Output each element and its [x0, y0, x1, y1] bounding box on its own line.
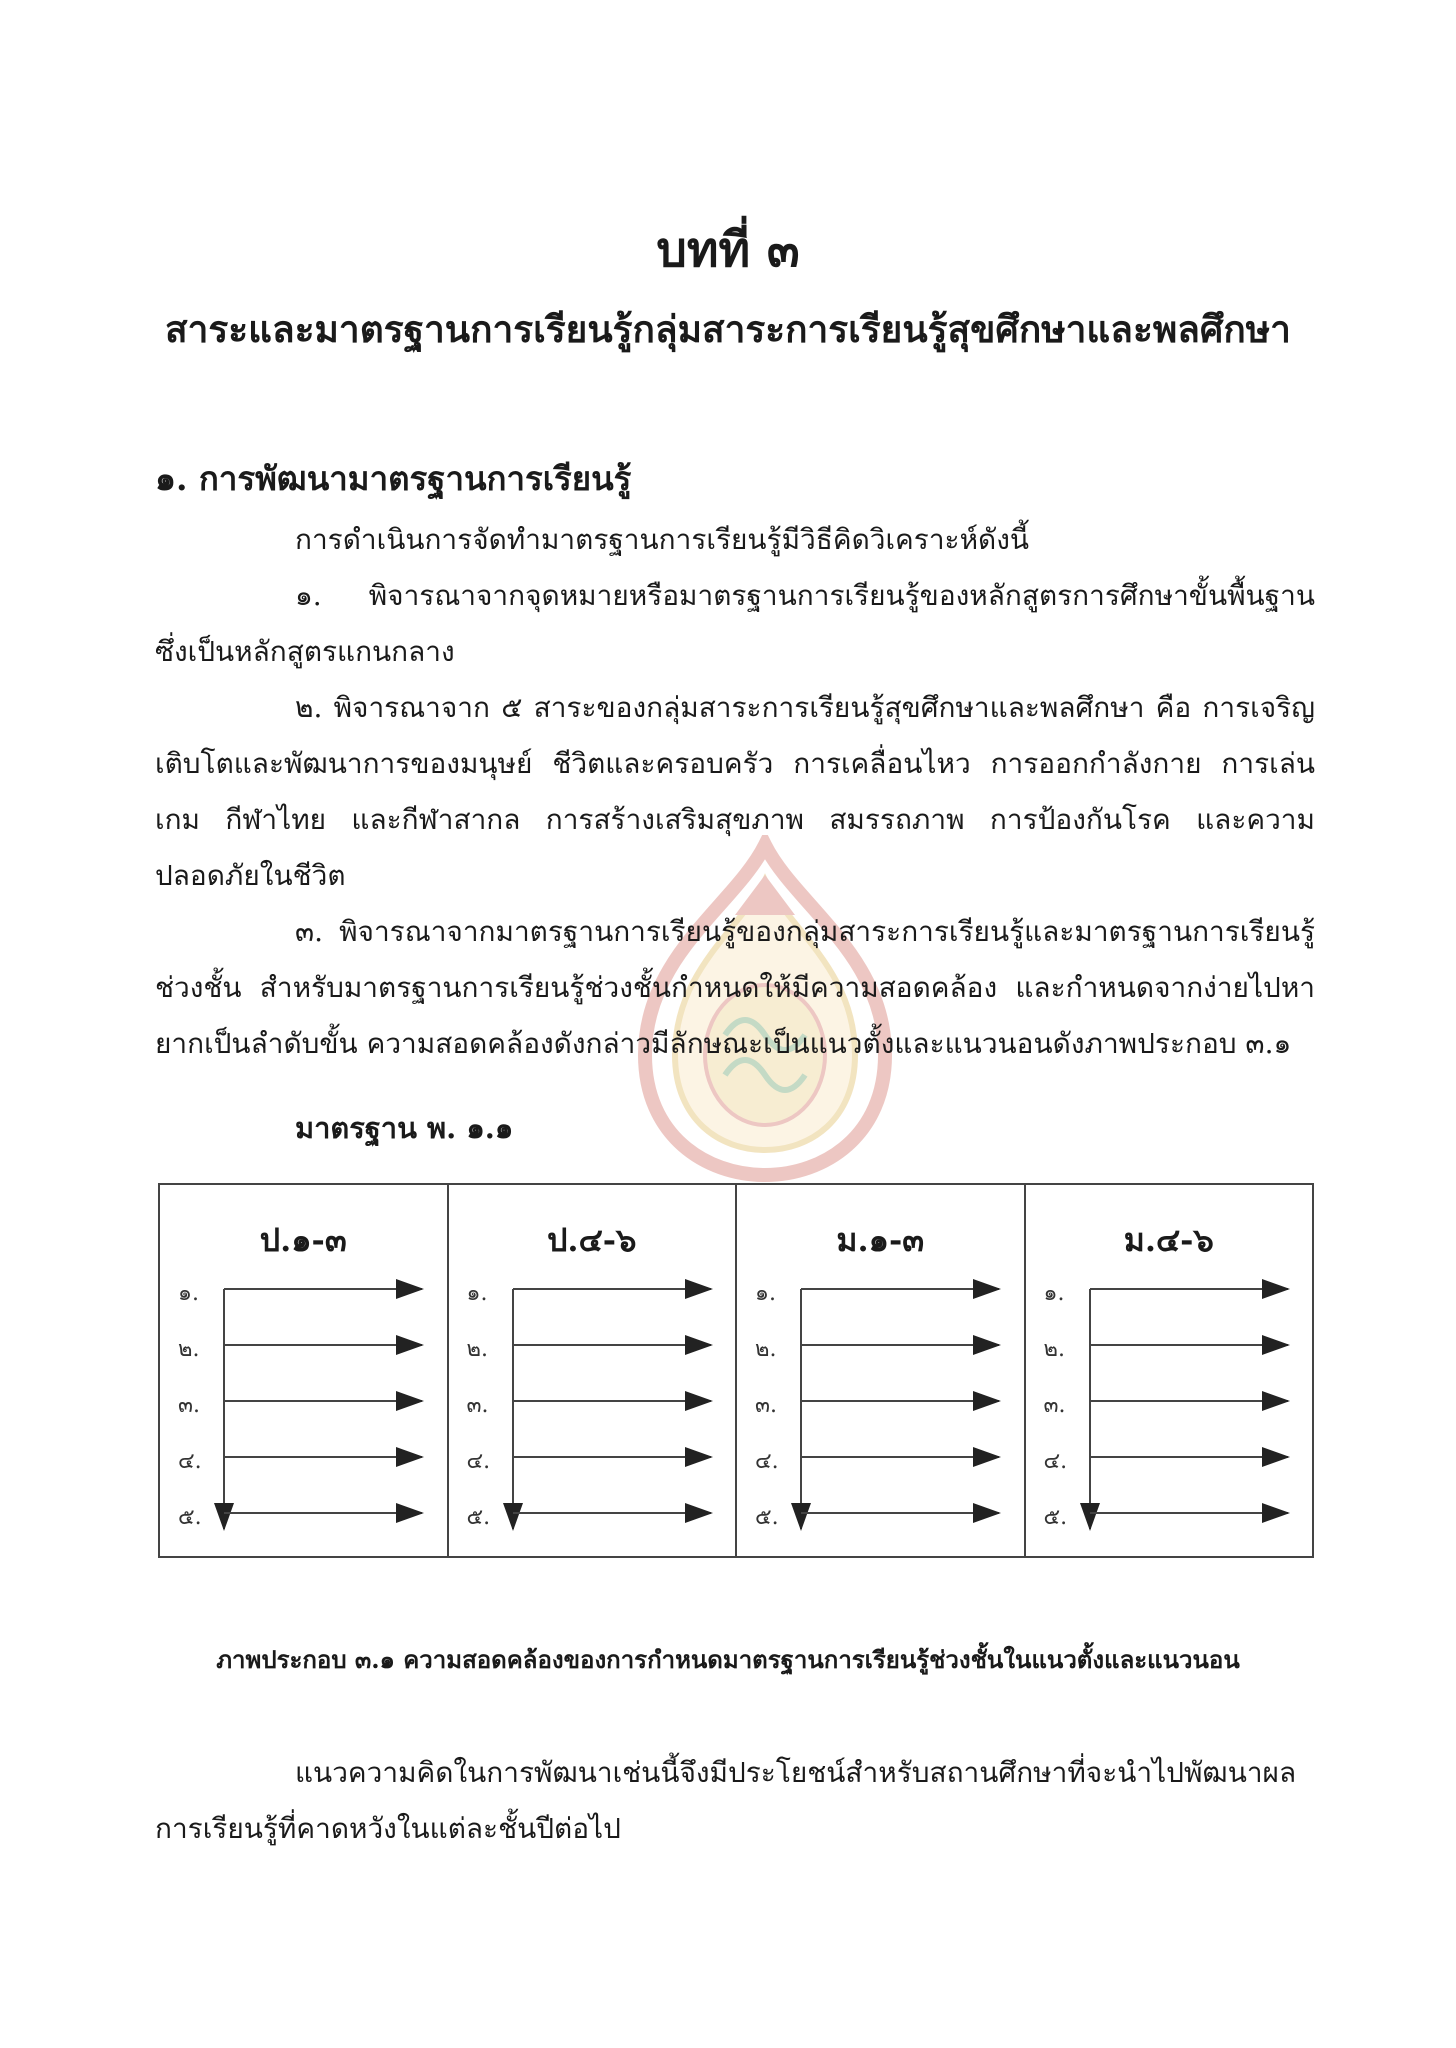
column-heading: ป.๔-๖	[547, 1221, 637, 1259]
grade-column	[449, 1185, 738, 1556]
arrows-graphic	[160, 1185, 448, 1556]
subject-title: สาระและมาตรฐานการเรียนรู้กลุ่มสาระการเรียนรู้สุขศึกษาและพลศึกษา	[165, 307, 1291, 351]
item-label: ๓.	[178, 1393, 201, 1418]
item-label: ๕.	[466, 1505, 491, 1530]
item-label: ๔.	[755, 1449, 779, 1474]
point-3-paragraph: ๓. พิจารณาจากมาตรฐานการเรียนรู้ของกลุ่มสาระการเรียนรู้และมาตรฐานการเรียนรู้ช่วงชั้น สำหรับมาตรฐานการเรียนรู้ช่วงชั้นกำหนดให้มีความสอดคล้อง และกำหนดจากง่ายไปหายากเป็นลำดับขั้น ความสอดคล้องดังกล่าวมีลักษณะเป็นแนวตั้งและแนวนอนดังภาพประกอบ ๓.๑	[155, 915, 1315, 1060]
item-label: ๒.	[178, 1337, 200, 1362]
arrows-graphic	[737, 1185, 1025, 1556]
column-heading: ม.๑-๓	[836, 1221, 925, 1259]
point-2-paragraph: ๒. พิจารณาจาก ๕ สาระของกลุ่มสาระการเรียนรู้สุขศึกษาและพลศึกษา คือ การเจริญเติบโตและพัฒนาการของมนุษย์ ชีวิตและครอบครัว การเคลื่อนไหว การออกกำลังกาย การเล่นเกม กีฬาไทย และกีฬาสากล การสร้างเสริมสุขภาพ สมรรถภาพ การป้องกันโรค และความปลอดภัยในชีวิต	[155, 691, 1315, 892]
item-label: ๓.	[466, 1393, 489, 1418]
arrows-graphic	[449, 1185, 737, 1556]
item-label: ๕.	[178, 1505, 202, 1530]
grade-column	[1026, 1185, 1313, 1556]
point-1-paragraph: ๑. พิจารณาจากจุดหมายหรือมาตรฐานการเรียนรู้ของหลักสูตรการศึกษาขั้นพื้นฐาน ซึ่งเป็นหลักสูตรแกนกลาง	[155, 579, 1315, 668]
item-label: ๒.	[1043, 1337, 1065, 1362]
item-label: ๓.	[755, 1393, 778, 1418]
arrows-graphic	[1026, 1185, 1314, 1556]
item-label: ๑.	[466, 1281, 488, 1306]
closing-body	[155, 1745, 1315, 1857]
alignment-figure	[158, 1183, 1314, 1558]
item-label: ๑.	[178, 1281, 199, 1306]
item-label: ๔.	[466, 1449, 491, 1474]
standard-label: มาตรฐาน พ. ๑.๑	[295, 1111, 514, 1145]
closing-paragraph: แนวความคิดในการพัฒนาเช่นนี้จึงมีประโยชน์สำหรับสถานศึกษาที่จะนำไปพัฒนาผลการเรียนรู้ที่คาดหวังในแต่ละชั้นปีต่อไป	[155, 1756, 1297, 1845]
item-label: ๓.	[1043, 1393, 1066, 1418]
figure-caption: ภาพประกอบ ๓.๑ ความสอดคล้องของการกำหนดมาตรฐานการเรียนรู้ช่วงชั้นในแนวตั้งและแนวนอน	[216, 1645, 1240, 1674]
section-heading: ๑. การพัฒนามาตรฐานการเรียนรู้	[155, 459, 632, 498]
section-body	[155, 512, 1315, 1072]
item-label: ๔.	[178, 1449, 202, 1474]
intro-paragraph: การดำเนินการจัดทำมาตรฐานการเรียนรู้มีวิธีคิดวิเคราะห์ดังนี้	[295, 523, 1030, 556]
chapter-title: บทที่ ๓	[656, 222, 800, 278]
item-label: ๒.	[755, 1337, 777, 1362]
item-label: ๕.	[755, 1505, 779, 1530]
item-label: ๔.	[1043, 1449, 1068, 1474]
column-heading: ป.๑-๓	[259, 1221, 347, 1259]
grade-column	[737, 1185, 1026, 1556]
item-label: ๑.	[755, 1281, 776, 1306]
grade-column	[160, 1185, 449, 1556]
item-label: ๕.	[1043, 1505, 1068, 1530]
column-heading: ม.๔-๖	[1123, 1221, 1214, 1259]
item-label: ๒.	[466, 1337, 488, 1362]
item-label: ๑.	[1043, 1281, 1065, 1306]
